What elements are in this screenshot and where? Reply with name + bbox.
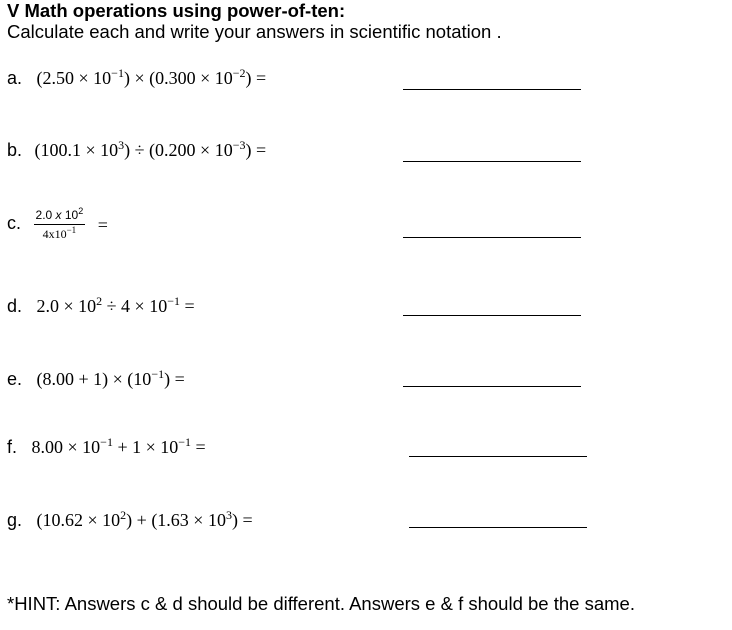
question-c-fraction bbox=[34, 208, 86, 242]
worksheet-title: V Math operations using power-of-ten: bbox=[7, 0, 346, 21]
fraction-denominator: $4x10^{-1}$ bbox=[42, 225, 77, 241]
question-e bbox=[7, 369, 185, 390]
question-b-expression: $(100.1 \times 10^3) \div (0.200 \times 10^{-3})$ = bbox=[34, 138, 267, 160]
question-a-expression: $(2.50 \times 10^{-1}) \times (0.300 \times 10^{-2})$ = bbox=[36, 66, 267, 88]
question-e-expression: $(8.00 + 1) \times (10^{-1})$ = bbox=[36, 367, 185, 389]
question-b bbox=[7, 140, 266, 161]
answer-blank-d[interactable] bbox=[403, 315, 581, 316]
question-d bbox=[7, 296, 195, 317]
question-a bbox=[7, 68, 266, 89]
answer-blank-g[interactable] bbox=[409, 527, 587, 528]
question-c-equals: = bbox=[97, 214, 108, 235]
question-d-expression: $2.0 \times 10^2 \div 4 \times 10^{-1}$ = bbox=[36, 294, 195, 316]
question-f-expression: $8.00 \times 10^{-1} + 1 \times 10^{-1}$ = bbox=[31, 435, 206, 457]
instructions: Calculate each and write your answers in scientific notation . bbox=[7, 21, 502, 42]
answer-blank-e[interactable] bbox=[403, 386, 581, 387]
question-c-label: c. bbox=[7, 213, 22, 234]
question-b-label: b. bbox=[7, 140, 23, 160]
question-g-label: g. bbox=[7, 510, 23, 530]
answer-blank-a[interactable] bbox=[403, 89, 581, 90]
question-f-label: f. bbox=[7, 437, 18, 457]
question-a-label: a. bbox=[7, 68, 23, 88]
question-g-expression: $(10.62 \times 10^2) + (1.63 \times 10^3)$ = bbox=[36, 508, 253, 530]
question-g bbox=[7, 510, 253, 531]
hint-text: *HINT: Answers c & d should be different. Answers e & f should be the same. bbox=[7, 593, 635, 614]
question-c bbox=[7, 208, 108, 242]
question-f bbox=[7, 437, 206, 458]
answer-blank-f[interactable] bbox=[409, 456, 587, 457]
question-e-label: e. bbox=[7, 369, 23, 389]
fraction-numerator: 2.0 x $10^2$ bbox=[34, 208, 86, 225]
question-d-label: d. bbox=[7, 296, 23, 316]
answer-blank-b[interactable] bbox=[403, 161, 581, 162]
answer-blank-c[interactable] bbox=[403, 237, 581, 238]
